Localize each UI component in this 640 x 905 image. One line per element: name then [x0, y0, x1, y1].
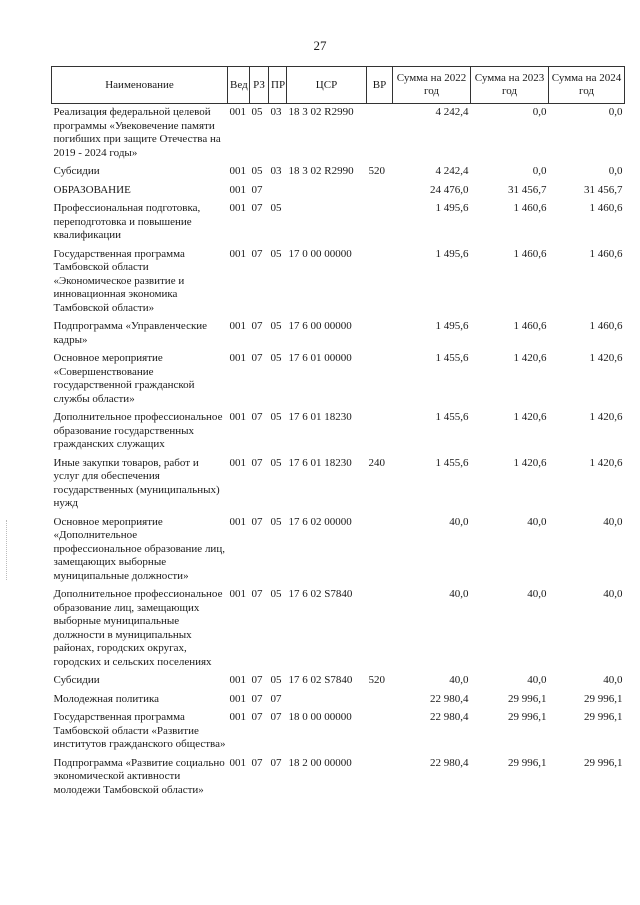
table-row [52, 409, 625, 455]
row-name: Субсидии [53, 165, 100, 177]
row-ved: 001 [229, 411, 246, 423]
row-sum-2023: 31 456,7 [508, 183, 547, 196]
row-rz: 07 [251, 674, 263, 686]
row-rz: 07 [251, 692, 263, 705]
row-sum-2022: 40,0 [449, 515, 469, 528]
row-csr: 17 6 02 S7840 [288, 674, 353, 686]
budget-table [51, 66, 625, 800]
table-row [52, 455, 625, 514]
row-pr: 05 [270, 202, 282, 214]
row-sum-2023: 29 996,1 [508, 756, 547, 769]
row-name: Дополнительное профессиональное образование лиц, замещающих выборные муниципальные должности в муниципальных районах, городских округах, городских и сельских поселениях [53, 588, 223, 668]
row-rz: 07 [251, 411, 263, 423]
row-vr [367, 200, 393, 246]
row-sum-2022: 1 455,6 [435, 456, 469, 469]
row-sum-2022: 4 242,4 [435, 106, 469, 118]
row-pr: 05 [270, 247, 282, 260]
row-name: ОБРАЗОВАНИЕ [53, 183, 131, 196]
row-sum-2022: 22 980,4 [430, 711, 469, 723]
row-vr: 520 [368, 165, 385, 177]
row-sum-2022: 1 495,6 [435, 320, 469, 332]
header-rz: РЗ [250, 67, 269, 104]
row-pr: 03 [270, 106, 282, 118]
row-vr: 240 [368, 456, 385, 469]
row-sum-2022: 1 495,6 [435, 247, 469, 260]
table-row [52, 350, 625, 409]
row-ved: 001 [229, 756, 246, 769]
row-sum-2024: 0,0 [608, 106, 623, 118]
header-sum-2022: Сумма на 2022 год [393, 67, 471, 104]
row-sum-2022: 1 455,6 [435, 411, 469, 423]
row-sum-2022: 1 495,6 [435, 202, 469, 214]
row-sum-2023: 40,0 [527, 515, 547, 528]
row-name: Основное мероприятие «Дополнительное профессиональное образование лиц, замещающих выборные муниципальные должности» [53, 515, 225, 582]
row-sum-2023: 1 420,6 [513, 456, 547, 469]
row-sum-2023: 1 460,6 [513, 320, 547, 332]
row-sum-2024: 0,0 [608, 165, 623, 177]
header-vr: ВР [367, 67, 393, 104]
row-name: Реализация федеральной целевой программы «Увековечение памяти погибших при защите Отечества на 2019 - 2024 годы» [53, 106, 221, 159]
row-rz: 07 [251, 588, 263, 600]
row-ved: 001 [229, 352, 246, 364]
row-rz: 07 [251, 202, 263, 214]
header-ved: Вед [228, 67, 250, 104]
row-sum-2024: 40,0 [603, 515, 623, 528]
row-vr [367, 691, 393, 710]
row-sum-2022: 40,0 [449, 674, 469, 686]
row-sum-2023: 1 460,6 [513, 247, 547, 260]
row-sum-2023: 40,0 [527, 674, 547, 686]
row-name: Основное мероприятие «Совершенствование государственной гражданской службы области» [53, 352, 195, 405]
row-ved: 001 [229, 692, 246, 705]
row-csr: 17 6 01 00000 [288, 352, 352, 364]
row-sum-2022: 22 980,4 [430, 756, 469, 769]
row-pr: 05 [270, 456, 282, 469]
row-ved: 001 [229, 165, 246, 177]
row-sum-2024: 1 420,6 [589, 411, 623, 423]
row-rz: 07 [251, 756, 263, 769]
row-pr: 05 [270, 352, 282, 364]
table-row [52, 200, 625, 246]
row-rz: 07 [251, 352, 263, 364]
row-rz: 05 [251, 106, 263, 118]
row-csr [287, 200, 367, 246]
table-header [52, 67, 625, 104]
table-row [52, 246, 625, 319]
row-sum-2024: 1 460,6 [589, 247, 623, 260]
page-number: 27 [313, 38, 327, 53]
row-sum-2022: 24 476,0 [430, 183, 469, 196]
row-sum-2024: 1 460,6 [589, 202, 623, 214]
row-name: Молодежная политика [53, 692, 160, 705]
row-sum-2023: 29 996,1 [508, 692, 547, 705]
row-ved: 001 [229, 247, 246, 260]
row-vr [367, 318, 393, 350]
row-rz: 07 [251, 456, 263, 469]
row-sum-2024: 29 996,1 [584, 711, 623, 723]
header-pr: ПР [269, 67, 287, 104]
row-pr: 07 [270, 692, 282, 705]
row-vr [367, 246, 393, 319]
row-csr: 17 0 00 00000 [288, 247, 352, 260]
row-rz: 07 [251, 711, 263, 723]
row-pr: 07 [270, 756, 282, 769]
row-csr: 17 6 01 18230 [288, 456, 352, 469]
row-name: Дополнительное профессиональное образование государственных гражданских служащих [53, 411, 223, 450]
row-pr: 07 [270, 711, 282, 723]
row-csr [287, 691, 367, 710]
row-rz: 07 [251, 247, 263, 260]
row-sum-2023: 1 420,6 [513, 411, 547, 423]
table-row [52, 755, 625, 801]
row-vr [367, 514, 393, 587]
row-pr: 05 [270, 515, 282, 528]
row-ved: 001 [229, 711, 246, 723]
row-rz: 07 [251, 183, 263, 196]
row-vr [367, 409, 393, 455]
row-csr: 17 6 02 00000 [288, 515, 352, 528]
row-pr: 05 [270, 674, 282, 686]
row-csr [287, 182, 367, 201]
row-sum-2024: 1 460,6 [589, 320, 623, 332]
table-body [52, 104, 625, 801]
row-ved: 001 [229, 183, 246, 196]
row-sum-2024: 1 420,6 [589, 352, 623, 364]
row-csr: 18 3 02 R2990 [288, 165, 354, 177]
table-row [52, 709, 625, 755]
row-sum-2023: 40,0 [527, 588, 547, 600]
row-sum-2023: 0,0 [532, 106, 547, 118]
row-sum-2024: 40,0 [603, 674, 623, 686]
row-sum-2023: 1 460,6 [513, 202, 547, 214]
table-row [52, 318, 625, 350]
row-vr [367, 182, 393, 201]
row-vr [367, 104, 393, 164]
row-vr [367, 709, 393, 755]
row-sum-2022: 1 455,6 [435, 352, 469, 364]
header-sum-2023: Сумма на 2023 год [471, 67, 549, 104]
row-csr: 18 0 00 00000 [288, 711, 352, 723]
table-row [52, 514, 625, 587]
row-csr: 18 3 02 R2990 [288, 106, 354, 118]
row-sum-2022: 4 242,4 [435, 165, 469, 177]
header-name: Наименование [52, 67, 228, 104]
row-ved: 001 [229, 456, 246, 469]
row-pr: 05 [270, 411, 282, 423]
row-ved: 001 [229, 202, 246, 214]
row-pr: 05 [270, 588, 282, 600]
row-rz: 07 [251, 515, 263, 528]
row-sum-2023: 1 420,6 [513, 352, 547, 364]
row-csr: 17 6 02 S7840 [288, 588, 353, 600]
row-name: Подпрограмма «Развитие социально экономической активности молодежи Тамбовской области» [53, 756, 225, 796]
row-pr: 05 [270, 320, 282, 332]
row-sum-2024: 29 996,1 [584, 756, 623, 769]
row-rz: 07 [251, 320, 263, 332]
row-sum-2024: 40,0 [603, 588, 623, 600]
row-sum-2024: 31 456,7 [584, 183, 623, 196]
binding-mark [6, 520, 9, 580]
row-csr: 18 2 00 00000 [288, 756, 352, 769]
row-sum-2024: 29 996,1 [584, 692, 623, 705]
row-name: Иные закупки товаров, работ и услуг для обеспечения государственных (муниципальных) нужд [53, 456, 220, 509]
row-pr [269, 182, 287, 201]
row-vr [367, 350, 393, 409]
table-row [52, 182, 625, 201]
row-vr [367, 755, 393, 801]
table-row [52, 104, 625, 164]
row-sum-2024: 1 420,6 [589, 456, 623, 469]
row-sum-2022: 22 980,4 [430, 692, 469, 705]
row-sum-2023: 29 996,1 [508, 711, 547, 723]
header-csr: ЦСР [287, 67, 367, 104]
table-row [52, 586, 625, 672]
row-ved: 001 [229, 106, 246, 118]
row-csr: 17 6 00 00000 [288, 320, 352, 332]
row-csr: 17 6 01 18230 [288, 411, 352, 423]
row-pr: 03 [270, 165, 282, 177]
row-sum-2023: 0,0 [532, 165, 547, 177]
table-row [52, 163, 625, 182]
header-sum-2024: Сумма на 2024 год [549, 67, 625, 104]
row-ved: 001 [229, 674, 246, 686]
row-sum-2022: 40,0 [449, 588, 469, 600]
row-ved: 001 [229, 515, 246, 528]
row-ved: 001 [229, 588, 246, 600]
row-vr [367, 586, 393, 672]
row-ved: 001 [229, 320, 246, 332]
row-rz: 05 [251, 165, 263, 177]
row-name: Государственная программа Тамбовской области «Экономическое развитие и инновационная экономика Тамбовской области» [53, 247, 185, 314]
row-vr: 520 [368, 674, 385, 686]
table-row [52, 672, 625, 691]
table-row [52, 691, 625, 710]
row-name: Субсидии [53, 674, 100, 686]
row-name: Профессиональная подготовка, переподготовка и повышение квалификации [53, 202, 201, 241]
row-name: Государственная программа Тамбовской области «Развитие институтов гражданского общества» [53, 711, 226, 750]
row-name: Подпрограмма «Управленческие кадры» [53, 320, 208, 346]
